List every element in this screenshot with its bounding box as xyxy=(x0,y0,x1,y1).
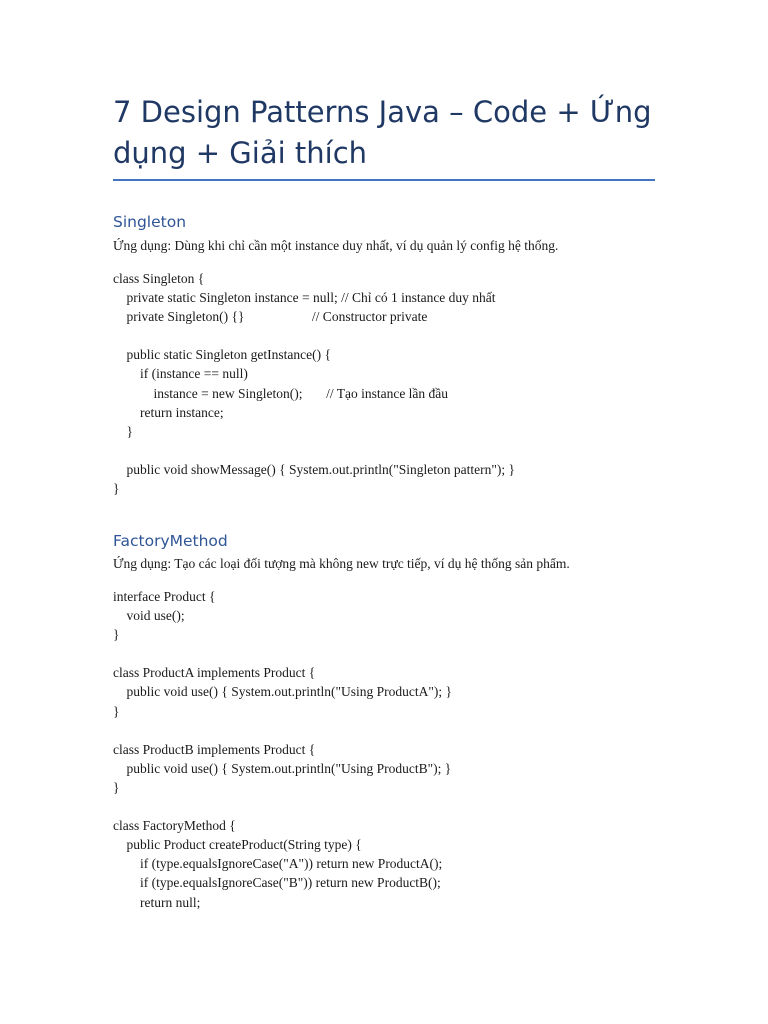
code-line: } xyxy=(113,423,133,439)
section-heading-factorymethod: FactoryMethod xyxy=(113,532,228,550)
code-line: class ProductB implements Product { xyxy=(113,741,316,757)
document-title: 7 Design Patterns Java – Code + Ứng dụng + Giải thích xyxy=(113,95,652,170)
section-usage-factorymethod: Ứng dụng: Tạo các loại đối tượng mà không new trực tiếp, ví dụ hệ thống sản phẩm. xyxy=(113,556,570,571)
code-line: if (type.equalsIgnoreCase("A")) return new ProductA(); xyxy=(113,856,443,872)
code-line xyxy=(113,797,452,816)
code-line: public void use() { System.out.println("Using ProductA"); } xyxy=(113,684,452,700)
section-heading-singleton: Singleton xyxy=(113,213,187,231)
code-block-singleton xyxy=(113,269,515,498)
code-line: void use(); xyxy=(113,608,185,624)
code-line: if (type.equalsIgnoreCase("B")) return new ProductB(); xyxy=(113,875,441,891)
code-line: public static Singleton getInstance() { xyxy=(113,347,331,363)
code-line xyxy=(113,441,515,460)
code-line: return null; xyxy=(113,894,201,910)
code-line: interface Product { xyxy=(113,589,216,604)
code-line: class FactoryMethod { xyxy=(113,818,236,834)
code-line: private Singleton() {} // Constructor private xyxy=(113,309,428,325)
code-line: return instance; xyxy=(113,404,224,420)
code-block-factorymethod xyxy=(113,587,452,912)
code-line xyxy=(113,326,515,345)
code-line: class ProductA implements Product { xyxy=(113,665,316,681)
code-line xyxy=(113,721,452,740)
code-line: } xyxy=(113,627,120,643)
code-line: instance = new Singleton(); // Tạo instance lần đầu xyxy=(113,385,449,401)
code-line: } xyxy=(113,703,120,719)
section-usage-singleton: Ứng dụng: Dùng khi chỉ cần một instance duy nhất, ví dụ quản lý config hệ thống. xyxy=(113,238,559,253)
code-line: class Singleton { xyxy=(113,271,205,286)
code-line: } xyxy=(113,481,120,497)
code-line: public void use() { System.out.println("Using ProductB"); } xyxy=(113,760,452,776)
code-line: private static Singleton instance = null; // Chỉ có 1 instance duy nhất xyxy=(113,290,496,306)
code-line: } xyxy=(113,779,120,795)
code-line: public void showMessage() { System.out.println("Singleton pattern"); } xyxy=(113,461,515,477)
title-underline xyxy=(113,179,655,181)
code-line xyxy=(113,644,452,663)
code-line: public Product createProduct(String type) { xyxy=(113,837,362,853)
code-line: if (instance == null) xyxy=(113,366,248,382)
